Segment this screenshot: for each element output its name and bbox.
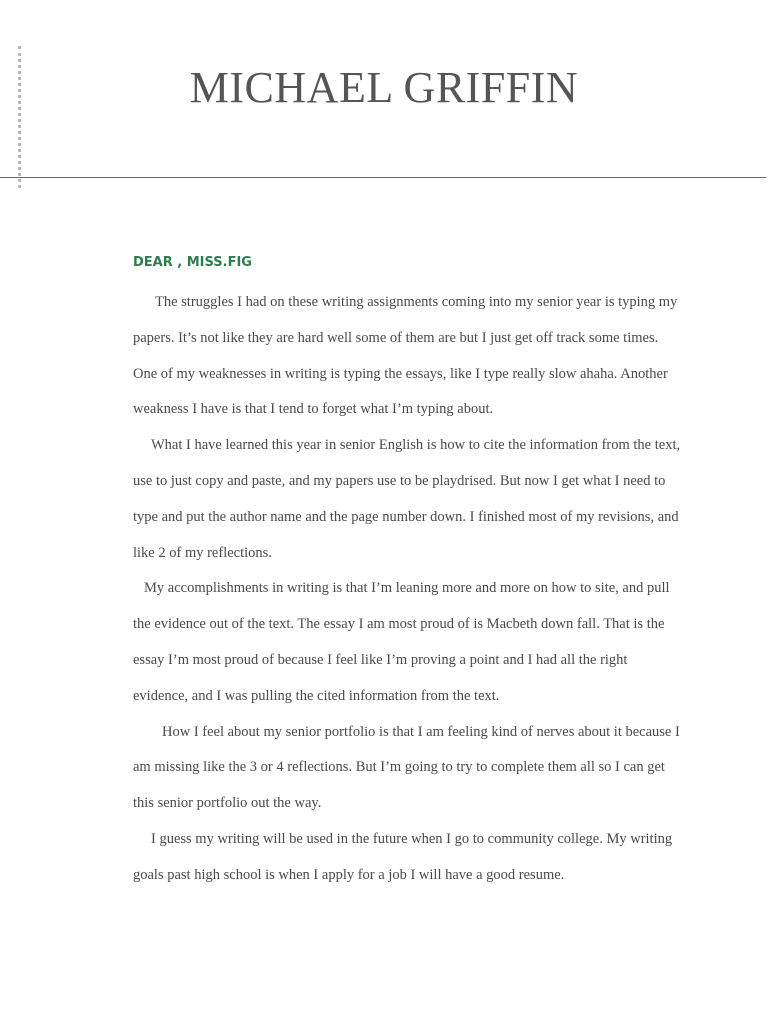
document-title: MICHAEL GRIFFIN [189,63,579,112]
salutation: DEAR , MISS.FIG [133,255,252,270]
paragraph-3: My accomplishments in writing is that I’m leaning more and more on how to site, and pull the evidence out of the text. The essay I am most proud of is Macbeth down fall. That is the essay I’m most proud of because I feel like I’m proving a point and I had all the right evidence, and I was pulling the cited information from the text. [133,580,670,704]
paragraph-5: I guess my writing will be used in the future when I go to community college. My writing goals past high school is when I apply for a job I will have a good resume. [133,830,673,883]
paragraph-2: What I have learned this year in senior English is how to cite the information from the text, use to just copy and paste, and my papers use to be playdrised. But now I get what I need to type and put the author name and the page number down. I finished most of my revisions, and like 2 of my reflections. [133,437,681,561]
letter-body [133,285,681,894]
paragraph-4: How I feel about my senior portfolio is that I am feeling kind of nerves about it because I am missing like the 3 or 4 reflections. But I’m going to try to complete them all so I can get this senior portfolio out the way. [133,723,680,812]
paragraph-1: The struggles I had on these writing assignments coming into my senior year is typing my papers. It’s not like they are hard well some of them are but I just get off track some times. One of my weaknesses in writing is typing the essays, like I type really slow ahaha. Another weakness I have is that I tend to forget what I’m typing about. [133,294,678,418]
header-divider [0,177,766,178]
